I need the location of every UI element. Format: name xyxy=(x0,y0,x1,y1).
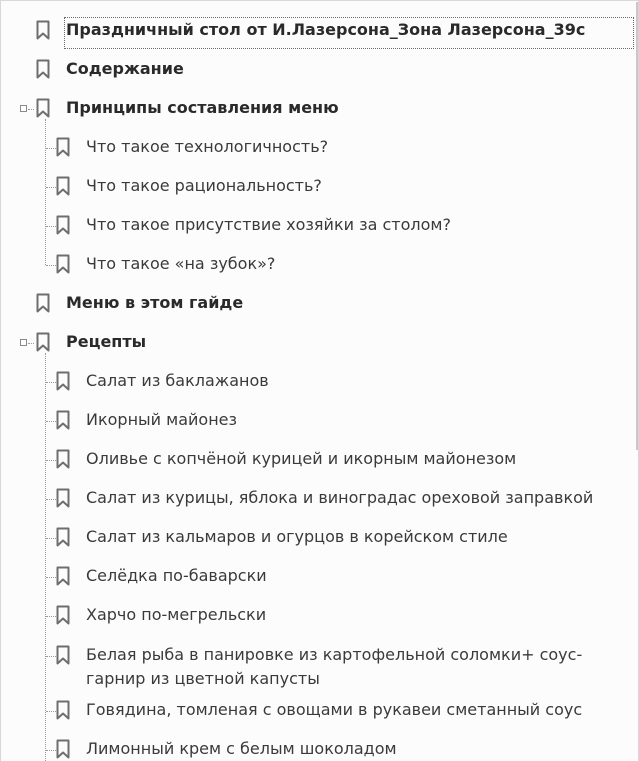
bookmark-icon xyxy=(56,700,70,720)
collapse-toggle-recipes[interactable] xyxy=(20,339,27,346)
tree-connector xyxy=(46,148,56,149)
bookmark-icon xyxy=(56,605,70,625)
tree-connector xyxy=(46,187,56,188)
bookmark-icon xyxy=(56,645,70,665)
tree-connector xyxy=(46,499,56,500)
bookmark-label: Что такое присутствие хозяйки за столом? xyxy=(86,215,451,234)
bookmark-label: Оливье с копчёной курицей и икорным майонезом xyxy=(86,449,517,468)
tree-connector xyxy=(46,226,56,227)
bookmark-icon xyxy=(56,739,70,759)
bookmark-label: Селёдка по-баварски xyxy=(86,566,267,585)
tree-connector xyxy=(28,343,34,344)
bookmark-label: Харчо по-мегрельски xyxy=(86,605,267,624)
tree-connector xyxy=(46,382,56,383)
tree-connector xyxy=(46,750,56,751)
bookmark-label: Белая рыба в панировке из картофельной соломки+ соус-гарнир из цветной капусты xyxy=(86,645,583,688)
bookmark-icon xyxy=(56,410,70,430)
bookmark-icon xyxy=(36,20,50,40)
tree-connector xyxy=(46,577,56,578)
tree-connector xyxy=(28,109,34,110)
bookmark-icon xyxy=(56,176,70,196)
tree-connector xyxy=(46,711,56,712)
bookmark-label: Икорный майонез xyxy=(86,410,238,429)
vertical-scrollbar[interactable] xyxy=(635,0,639,761)
tree-connector xyxy=(45,119,46,265)
bookmark-icon xyxy=(56,254,70,274)
bookmark-label: Салат из курицы, яблока и виноградас ореховой заправкой xyxy=(86,488,594,507)
collapse-toggle-principles[interactable] xyxy=(20,105,27,112)
tree-connector xyxy=(45,353,46,761)
bookmark-icon xyxy=(56,137,70,157)
bookmark-label: Салат из баклажанов xyxy=(86,371,269,390)
bookmark-icon xyxy=(56,566,70,586)
bookmark-icon xyxy=(56,371,70,391)
bookmark-icon xyxy=(36,59,50,79)
bookmark-label: Что такое рациональность? xyxy=(86,176,322,195)
bookmark-label: Лимонный крем с белым шоколадом xyxy=(86,739,397,758)
scrollbar-thumb[interactable] xyxy=(636,2,638,450)
bookmark-label: Содержание xyxy=(66,59,184,78)
bookmark-icon xyxy=(36,98,50,118)
tree-connector xyxy=(46,265,56,266)
tree-connector xyxy=(46,656,56,657)
bookmark-label: Что такое «на зубок»? xyxy=(86,254,276,273)
bookmark-label: Что такое технологичность? xyxy=(86,137,329,156)
bookmark-label: Говядина, томленая с овощами в рукавеи сметанный соус xyxy=(86,700,583,719)
bookmark-icon xyxy=(36,332,50,352)
bookmark-icon xyxy=(56,488,70,508)
tree-connector xyxy=(46,460,56,461)
bookmark-icon xyxy=(56,527,70,547)
bookmark-icon xyxy=(56,449,70,469)
bookmark-icon xyxy=(56,215,70,235)
bookmark-label: Праздничный стол от И.Лазерсона_Зона Лазерсона_39с xyxy=(66,20,586,39)
bookmark-label: Салат из кальмаров и огурцов в корейском стиле xyxy=(86,527,508,546)
panel-top-border xyxy=(0,0,639,1)
bookmark-label: Рецепты xyxy=(66,332,147,351)
tree-connector xyxy=(46,616,56,617)
bookmark-icon xyxy=(36,293,50,313)
bookmark-label: Меню в этом гайде xyxy=(66,293,244,312)
tree-connector xyxy=(46,538,56,539)
tree-connector xyxy=(46,421,56,422)
bookmark-label: Принципы составления меню xyxy=(66,98,339,117)
panel-left-border xyxy=(0,0,1,761)
